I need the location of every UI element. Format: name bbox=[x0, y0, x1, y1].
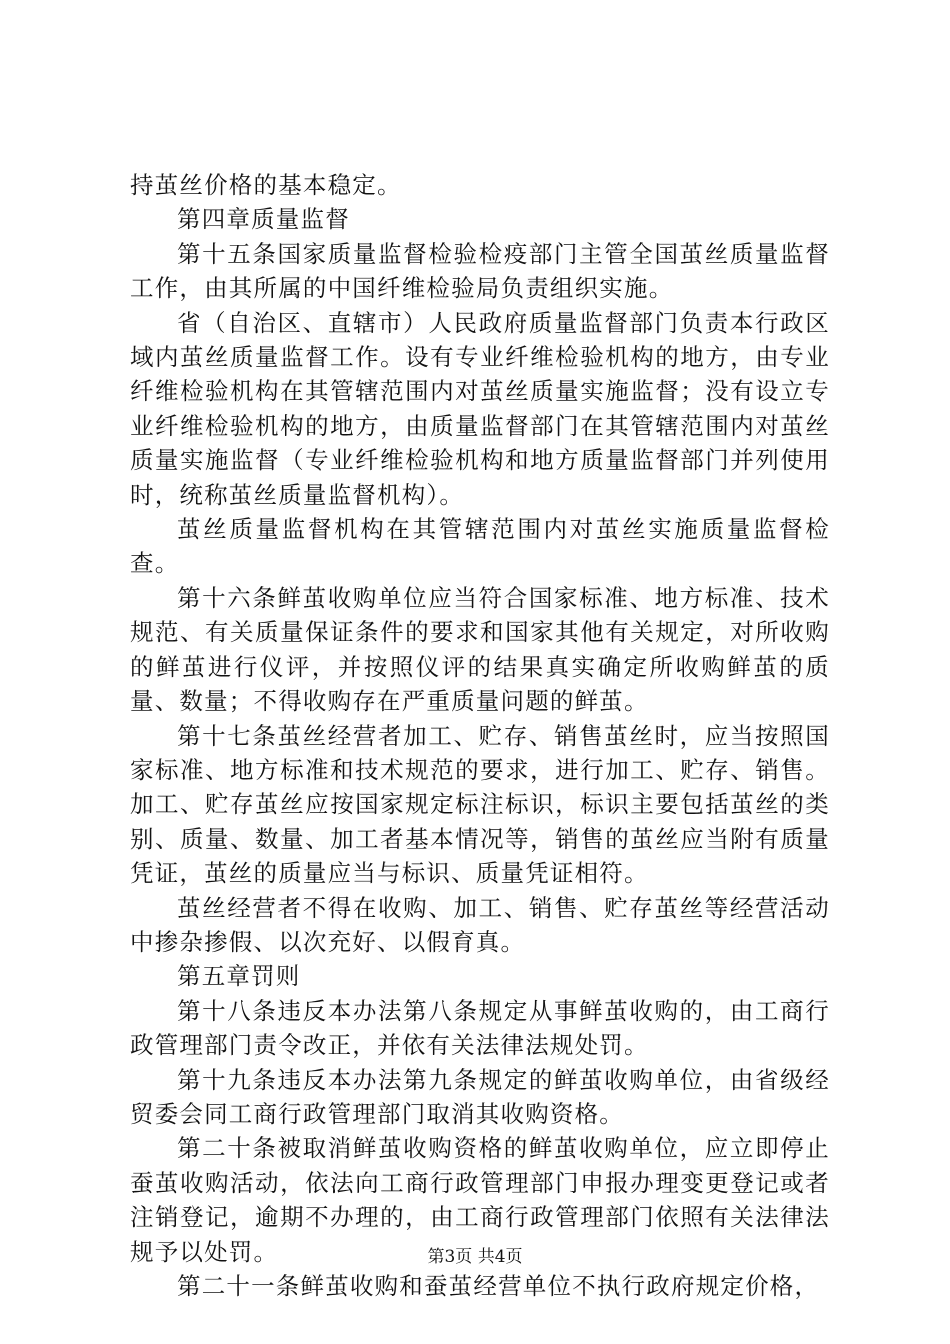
article-20: 第二十条被取消鲜茧收购资格的鲜茧收购单位，应立即停止蚕茧收购活动，依法向工商行政管理部门申报办理变更登记或者注销登记，逾期不办理的，由工商行政管理部门依照有关法律法规予以处罚。 bbox=[130, 1134, 830, 1266]
chapter-heading-5: 第五章罚则 bbox=[177, 962, 301, 991]
page-footer: 第3页 共4页 bbox=[427, 1247, 523, 1267]
article-15: 第十五条国家质量监督检验检疫部门主管全国茧丝质量监督工作，由其所属的中国纤维检验局负责组织实施。 bbox=[130, 239, 830, 303]
article-19: 第十九条违反本办法第九条规定的鲜茧收购单位，由省级经贸委会同工商行政管理部门取消其收购资格。 bbox=[130, 1065, 830, 1128]
article-16: 第十六条鲜茧收购单位应当符合国家标准、地方标准、技术规范、有关质量保证条件的要求和国家其他有关规定，对所收购的鲜茧进行仪评，并按照仪评的结果真实确定所收购鲜茧的质量、数量；不得收购存在严重质量问题的鲜茧。 bbox=[130, 583, 830, 716]
paragraph-continuation: 持茧丝价格的基本稳定。 bbox=[130, 171, 402, 199]
article-21: 第二十一条鲜茧收购和蚕茧经营单位不执行政府规定价格， bbox=[177, 1272, 820, 1300]
chapter-heading-4: 第四章质量监督 bbox=[177, 205, 350, 234]
article-18: 第十八条违反本办法第八条规定从事鲜茧收购的，由工商行政管理部门责令改正，并依有关法律法规处罚。 bbox=[130, 996, 830, 1060]
article-17: 第十七条茧丝经营者加工、贮存、销售茧丝时，应当按照国家标准、地方标准和技术规范的要求，进行加工、贮存、销售。加工、贮存茧丝应按国家规定标注标识，标识主要包括茧丝的类别、质量、数量、加工者基本情况等，销售的茧丝应当附有质量凭证，茧丝的质量应当与标识、质量凭证相符。 bbox=[130, 721, 830, 888]
article-17-para-2: 茧丝经营者不得在收购、加工、销售、贮存茧丝等经营活动中掺杂掺假、以次充好、以假育真。 bbox=[130, 893, 830, 956]
article-15-para-2: 省（自治区、直辖市）人民政府质量监督部门负责本行政区域内茧丝质量监督工作。设有专业纤维检验机构的地方，由专业纤维检验机构在其管辖范围内对茧丝质量实施监督；没有设立专业纤维检验机构的地方，由质量监督部门在其管辖范围内对茧丝质量实施监督（专业纤维检验机构和地方质量监督部门并列使用时，统称茧丝质量监督机构）。 bbox=[130, 308, 830, 509]
article-15-para-3: 茧丝质量监督机构在其管辖范围内对茧丝实施质量监督检查。 bbox=[130, 515, 830, 578]
document-body bbox=[130, 168, 830, 1303]
